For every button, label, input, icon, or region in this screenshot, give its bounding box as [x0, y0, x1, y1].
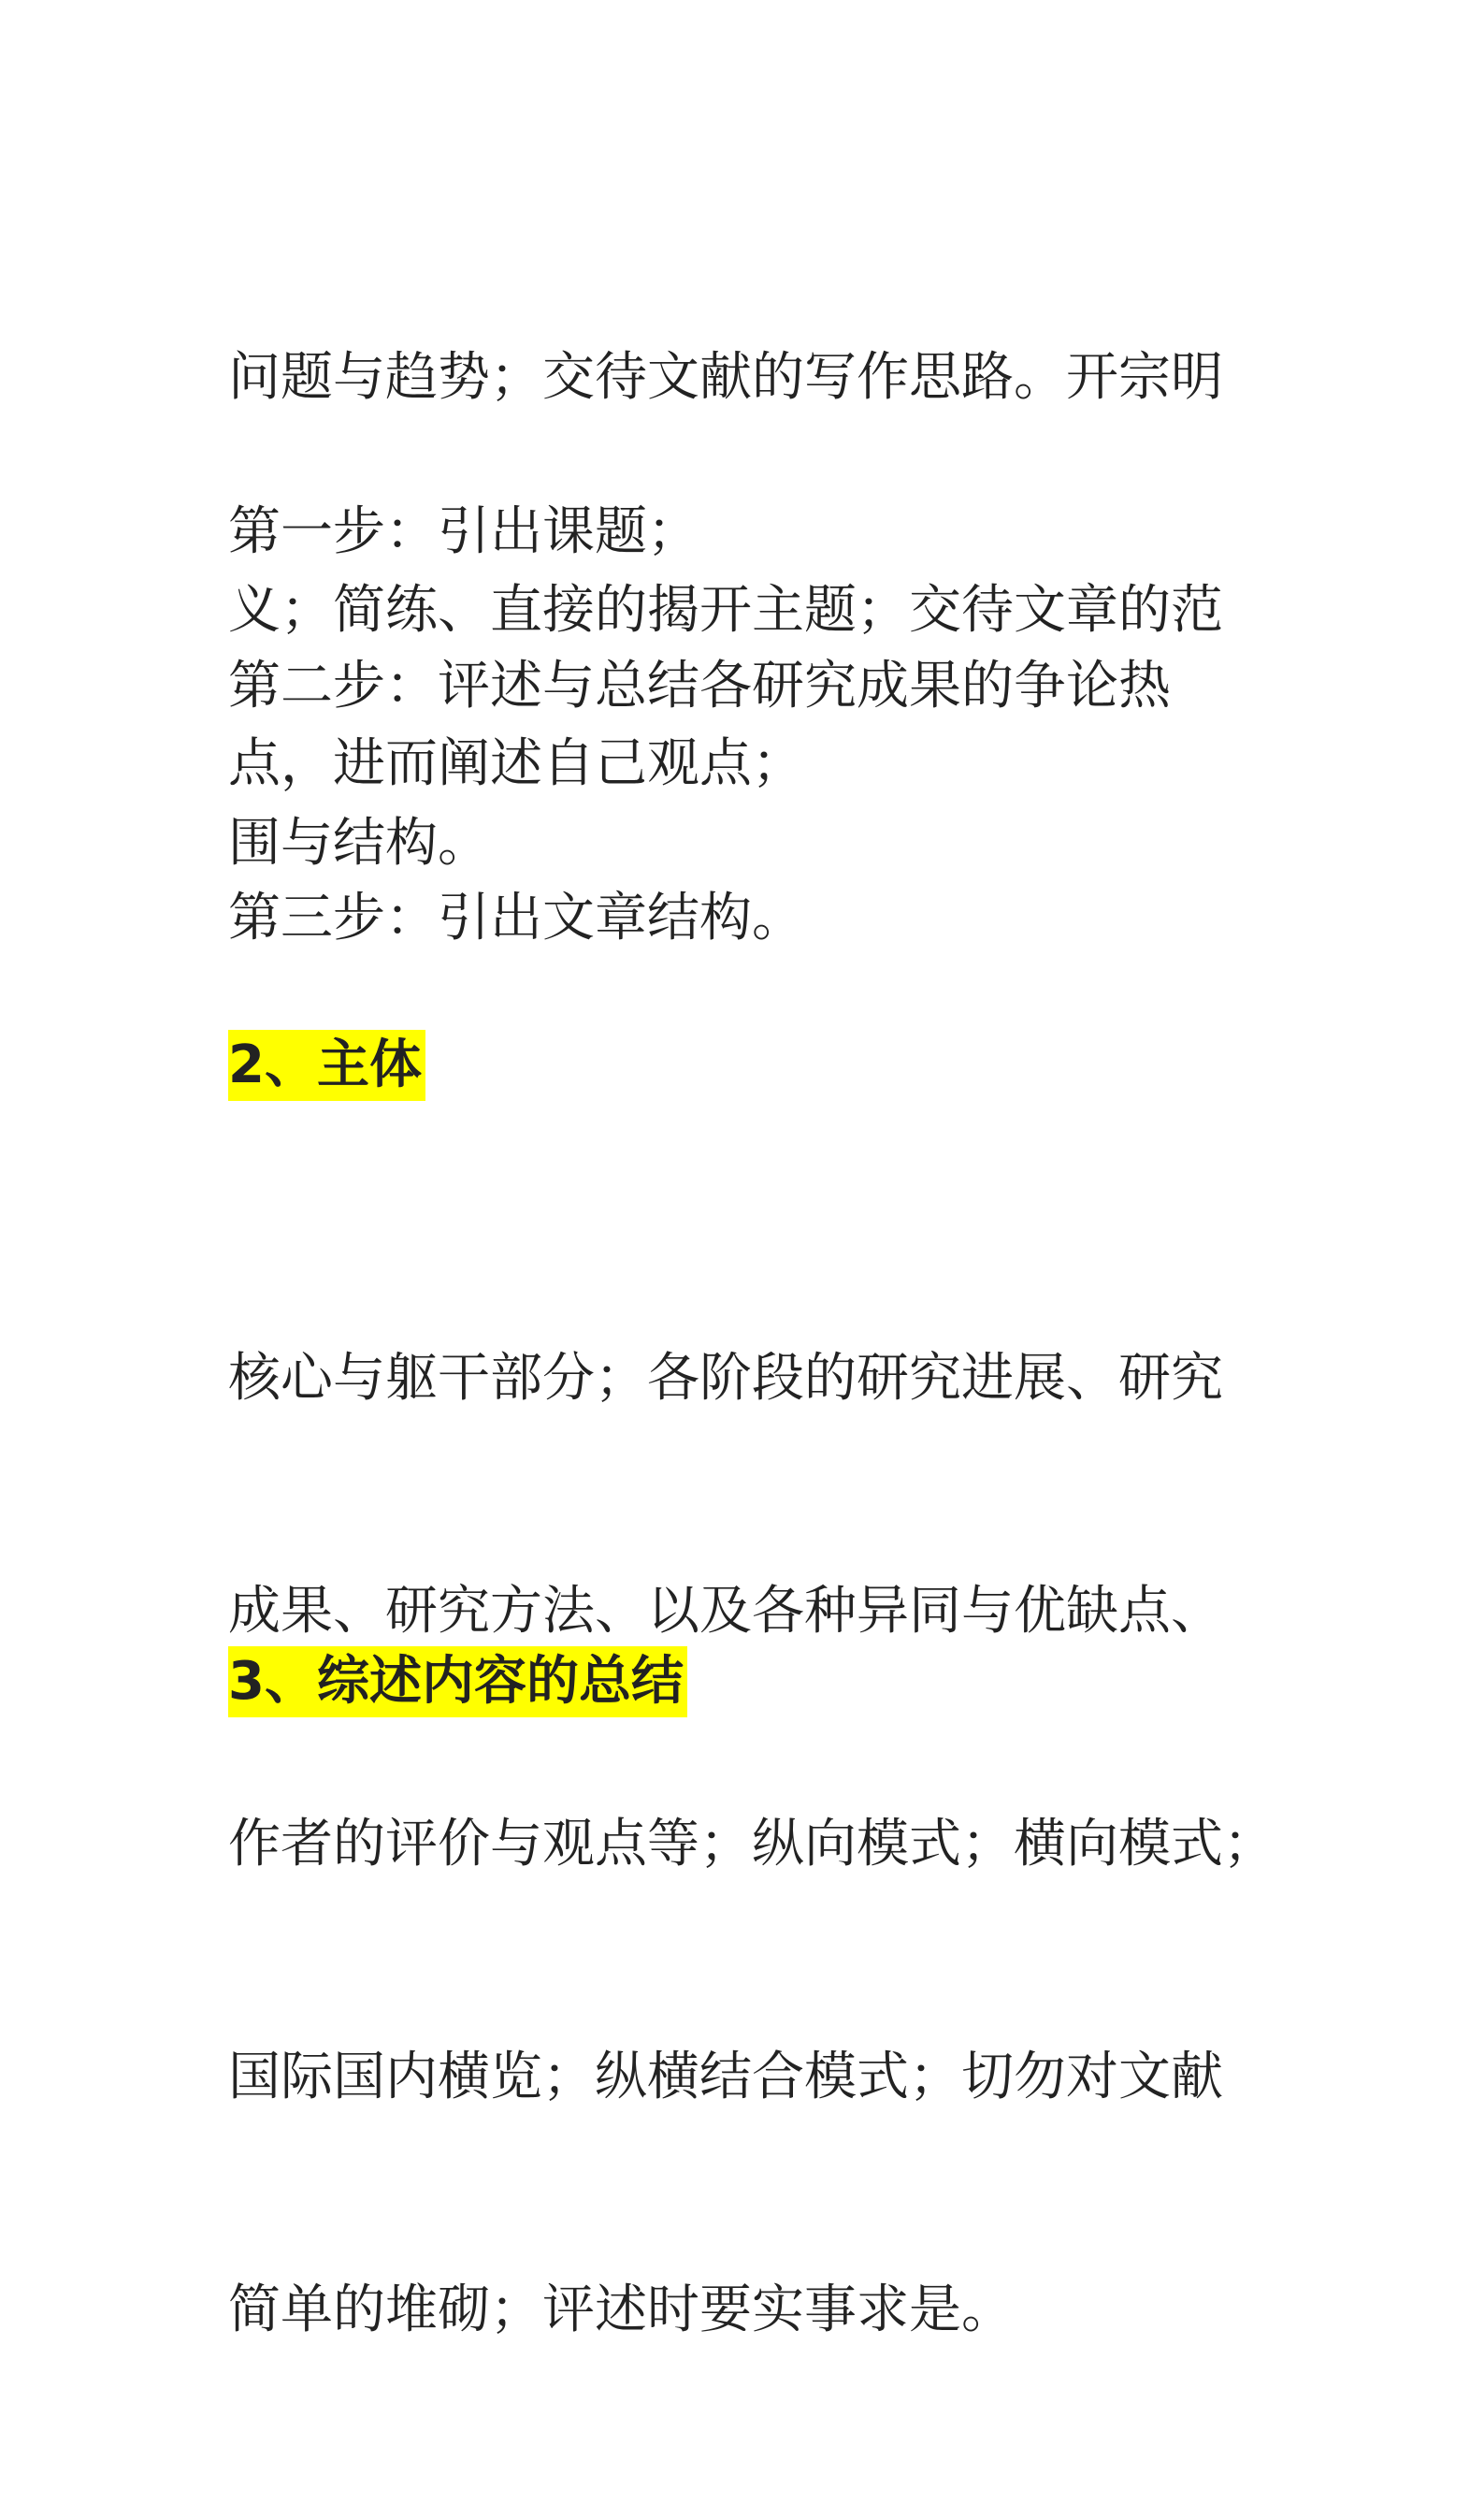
step-line: 第二步：评述与总结各研究成果的争论热	[228, 656, 1171, 716]
section-3-heading-wrap	[228, 1646, 687, 1717]
section-3-heading: 3、综述内容的总结	[228, 1646, 687, 1717]
section-2-line: 成果、研究方法、以及各种异同与优缺点、	[228, 1581, 1223, 1642]
step-three	[228, 879, 804, 957]
section-2-line: 国际国内横览；纵横结合模式；切勿对文献	[228, 2047, 1223, 2107]
section-2-line: 简单的堆砌；评述时要实事求是。	[228, 2280, 1014, 2340]
step-line: 点，进而阐述自己观点；	[228, 733, 804, 794]
step-two	[228, 647, 1171, 803]
section-2-line: 作者的评价与观点等；纵向模式；横向模式；	[228, 1814, 1275, 1874]
intro-line: 问题与趋势；交待文献的写作思路。开宗明	[228, 347, 1223, 408]
section-2-heading-wrap	[228, 1030, 425, 1101]
intro-line: 义；简练、直接的揭开主题；交待文章的范	[228, 580, 1223, 641]
intro-line: 围与结构。	[228, 813, 490, 874]
step-one	[228, 493, 699, 571]
step-line: 第三步：引出文章结构。	[228, 888, 804, 948]
step-line: 第一步：引出课题；	[228, 501, 699, 562]
section-2-heading: 2、主体	[228, 1030, 425, 1101]
section-2-line: 核心与躯干部分；各阶段的研究进展、研究	[228, 1348, 1223, 1409]
section-2-paragraph	[228, 1184, 1275, 2504]
